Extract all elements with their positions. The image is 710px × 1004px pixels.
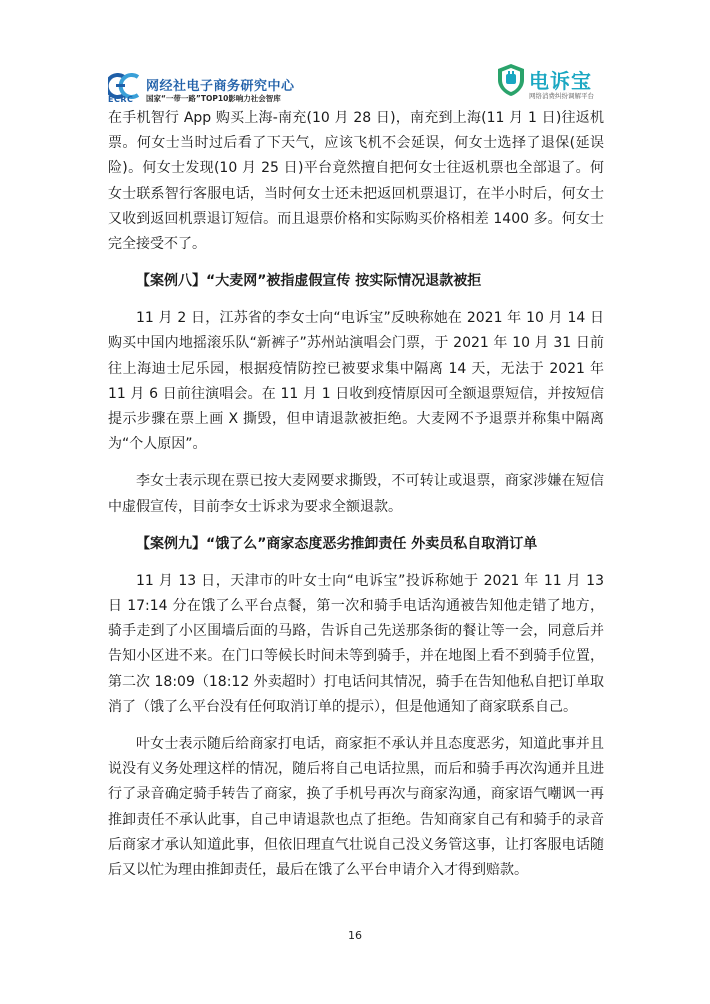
case8-paragraph-1: 11 月 2 日，江苏省的李女士向“电诉宝”反映称她在 2021 年 10 月 14 日购买中国内地摇滚乐队“新裤子”苏州站演唱会门票，于 2021 年 10 月 31 日前往上海迪士尼乐园，根据疫情防控已被要求集中隔离 14 天，无法于 2021 年 11 月 6 日前往演唱会。在 11 月 1 日收到疫情原因可全额退票短信，并按短信提示步骤在票上画 X 撕毁，但申请退款被拒绝。大麦网不予退票并称集中隔离为“个人原因”。: [108, 310, 604, 453]
page-header: [0, 0, 710, 110]
brand-name: 电诉宝: [529, 69, 592, 93]
page-number: 16: [348, 929, 362, 942]
case9-paragraph-2: 叶女士表示随后给商家打电话，商家拒不承认并且态度恶劣，知道此事并且说没有义务处理这样的情况，随后将自己电话拉黑，而后和骑手再次沟通并且进行了录音确定骑手转告了商家，换了手机号再次与商家沟通，商家语气嘲讽一再推卸责任不承认此事，自己申请退款也点了拒绝。告知商家自己有和骑手的录音后商家才承认知道此事，但依旧理直气壮说自己没义务管这事，让打客服电话随后又以忙为理由推卸责任，最后在饿了么平台申请介入才得到赔款。: [108, 736, 604, 879]
brand-subtitle: 网络消费纠纷调解平台: [529, 92, 594, 100]
org-name: 网经社电子商务研究中心: [146, 79, 295, 94]
shield-icon: [496, 63, 526, 97]
dianshubao-logo: [496, 63, 606, 109]
ecrc-logo-text: ECRC: [108, 95, 134, 104]
ecrc-logo: [108, 73, 308, 107]
org-subtitle: 国家“一带一路”TOP10影响力社会智库: [146, 94, 281, 103]
case9-paragraph-1: 11 月 13 日，天津市的叶女士向“电诉宝”投诉称她于 2021 年 11 月 13 日 17:14 分在饿了么平台点餐，第一次和骑手电话沟通被告知他走错了地方，骑手走到了小区围墙后面的马路，告诉自己先送那条街的餐让等一会，同意后并告知小区进不来。在门口等候长时间未等到骑手，并在地图上看不到骑手位置，第二次 18:09（18:12 外卖超时）打电话问其情况，骑手在告知他私自把订单取消了（饿了么平台没有任何取消订单的提示），但是他通知了商家联系自己。: [108, 572, 604, 715]
document-body: [108, 106, 604, 883]
case9-heading: 【案例九】“饿了么”商家态度恶劣推卸责任 外卖员私自取消订单: [136, 535, 538, 552]
case8-paragraph-2: 李女士表示现在票已按大麦网要求撕毁，不可转让或退票，商家涉嫌在短信中虚假宣传，目前李女士诉求为要求全额退款。: [108, 473, 604, 515]
paragraph-case7-continued: 在手机智行 App 购买上海-南充(10 月 28 日)，南充到上海(11 月 1 日)往返机票。何女士当时过后看了下天气，应该飞机不会延误，何女士选择了退保(延误险)。何女士发现(10 月 25 日)平台竟然擅自把何女士往返机票也全部退了。何女士联系智行客服电话，当时何女士还未把返回机票退订，在半小时后，何女士又收到返回机票退订短信。而且退票价格和实际购买价格相差 1400 多。何女士完全接受不了。: [108, 110, 604, 253]
case8-heading: 【案例八】“大麦网”被指虚假宣传 按实际情况退款被拒: [136, 273, 482, 290]
